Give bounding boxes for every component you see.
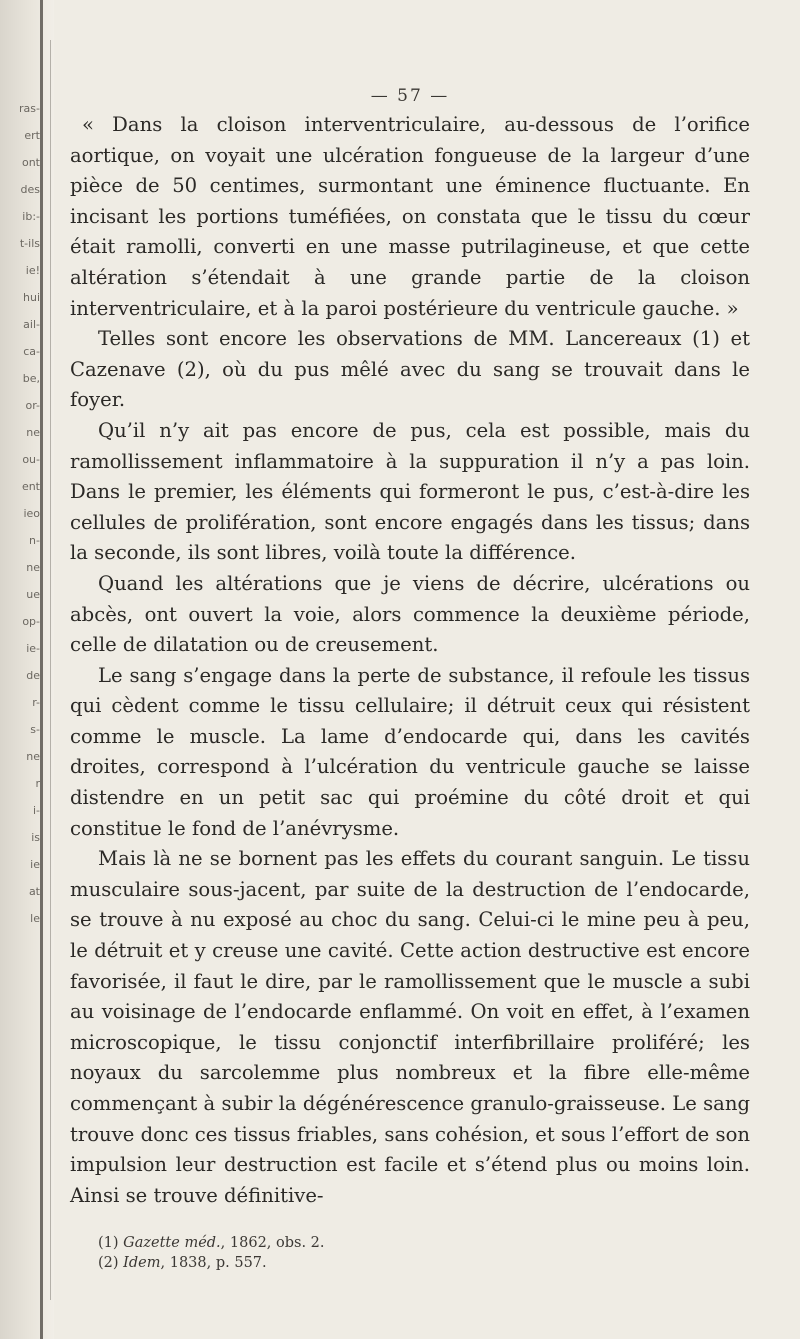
footnote-2 — [98, 1253, 750, 1273]
gutter-fragment: is — [31, 831, 40, 844]
gutter-fragment: i- — [32, 804, 40, 817]
gutter-fragment: de — [26, 669, 40, 682]
gutter-fragment: ca- — [23, 345, 40, 358]
page-edge-line — [50, 40, 51, 1300]
gutter-fragment: ie- — [26, 642, 40, 655]
gutter-fragment: ie! — [25, 264, 40, 277]
gutter-fragment: r — [35, 777, 40, 790]
gutter-fragment: at — [28, 885, 40, 898]
gutter-fragment: ont — [21, 156, 40, 169]
gutter-fragment: ne — [26, 561, 40, 574]
gutter-fragment: ne — [26, 426, 40, 439]
footnote-source: Gazette méd. — [123, 1235, 221, 1252]
footnotes — [70, 1233, 750, 1273]
footnote-1 — [98, 1233, 750, 1253]
gutter-fragment: ue — [26, 588, 40, 601]
gutter-fragment: ent — [21, 480, 40, 493]
gutter-fragment: le — [30, 912, 40, 925]
footnote-detail: , 1838, p. 557. — [160, 1255, 267, 1272]
gutter-fragment: t-ils — [19, 237, 40, 250]
paragraph-second-period: Quand les altérations que je viens de décrire, ulcérations ou abcès, ont ouvert la voie, alors commence la deuxième période, celle de dilatation ou de creusement. — [70, 571, 750, 657]
binding-edge-line — [40, 0, 43, 1339]
gutter-fragment: ib:- — [22, 210, 40, 223]
paragraph-observations: Telles sont encore les observations de MM. Lancereaux (1) et Cazenave (2), où du pus mêlé avec du sang se trouvait dans le foyer. — [70, 327, 750, 412]
footnote-source: Idem — [123, 1255, 161, 1272]
footnote-detail: , 1862, obs. 2. — [220, 1235, 325, 1252]
gutter-fragment: s- — [30, 723, 40, 736]
gutter-fragment: hui — [23, 291, 40, 304]
paragraph-pus: Qu’il n’y ait pas encore de pus, cela est possible, mais du ramollissement inflammatoire à la suppuration il n’y a pas loin. Dans le premier, les éléments qui formeront le pus, c’est-à-dire les cellules de prolifération, sont encore engagés dans les tissus; dans la seconde, ils sont libres, voilà toute la différence. — [70, 418, 750, 565]
page-number: — 57 — — [370, 86, 450, 106]
footnote-mark: (1) — [98, 1235, 119, 1252]
gutter-fragment: ne — [26, 750, 40, 763]
paragraph-blood: Le sang s’engage dans la perte de substance, il refoule les tissus qui cèdent comme le tissu cellulaire; il détruit ceux qui résistent comme le muscle. La lame d’endocarde qui, dans les cavités droites, correspond à l’ulcération du ventricule gauche se laisse distendre en un petit sac qui proémine du côté droit et qui constitue le fond de l’anévrysme. — [70, 663, 750, 840]
facing-page-fragments — [14, 95, 40, 932]
gutter-fragment: n- — [29, 534, 40, 547]
gutter-fragment: ou- — [22, 453, 40, 466]
gutter-fragment: ieo — [23, 507, 40, 520]
book-page — [70, 86, 750, 1273]
gutter-fragment: ert — [24, 129, 40, 142]
gutter-fragment: be, — [22, 372, 40, 385]
gutter-fragment: r- — [32, 696, 40, 709]
gutter-fragment: ras- — [19, 102, 40, 115]
gutter-fragment: ail- — [23, 318, 40, 331]
gutter-fragment: op- — [22, 615, 40, 628]
footnote-mark: (2) — [98, 1255, 119, 1272]
gutter-fragment: des — [20, 183, 40, 196]
paragraph-blood-effects: Mais là ne se bornent pas les effets du courant sanguin. Le tissu musculaire sous-jacent, par suite de la destruction de l’endocarde, se trouve à nu exposé au choc du sang. Celui-ci le mine peu à peu, le détruit et y creuse une cavité. Cette action destructive est encore favorisée, il faut le dire, par le ramollissement que le muscle a subi au voisinage de l’endocarde enflammé. On voit en effet, à l’examen microscopique, le tissu conjonctif interfibrillaire proliféré; les noyaux du sarcolemme plus nombreux et la fibre elle-même commençant à subir la dégénérescence granulo-graisseuse. Le sang trouve donc ces tissus friables, sans cohésion, et sous l’effort de son impulsion leur destruction est facile et s’étend plus ou moins loin. Ainsi se trouve définitive- — [70, 847, 750, 1207]
paragraph-quote: « Dans la cloison interventriculaire, au-dessous de l’orifice aortique, on voyait une ulcération fongueuse de la largeur d’une pièce de 50 centimes, surmontant une éminence fluctuante. En incisant les portions tuméfiées, on constata que le tissu du cœur était ramolli, converti en une masse putrilagineuse, et que cette altération s’étendait à une grande partie de la cloison interventriculaire, et à la paroi postérieure du ventricule gauche. » — [70, 113, 750, 320]
gutter-fragment: or- — [25, 399, 40, 412]
gutter-fragment: ie — [30, 858, 40, 871]
